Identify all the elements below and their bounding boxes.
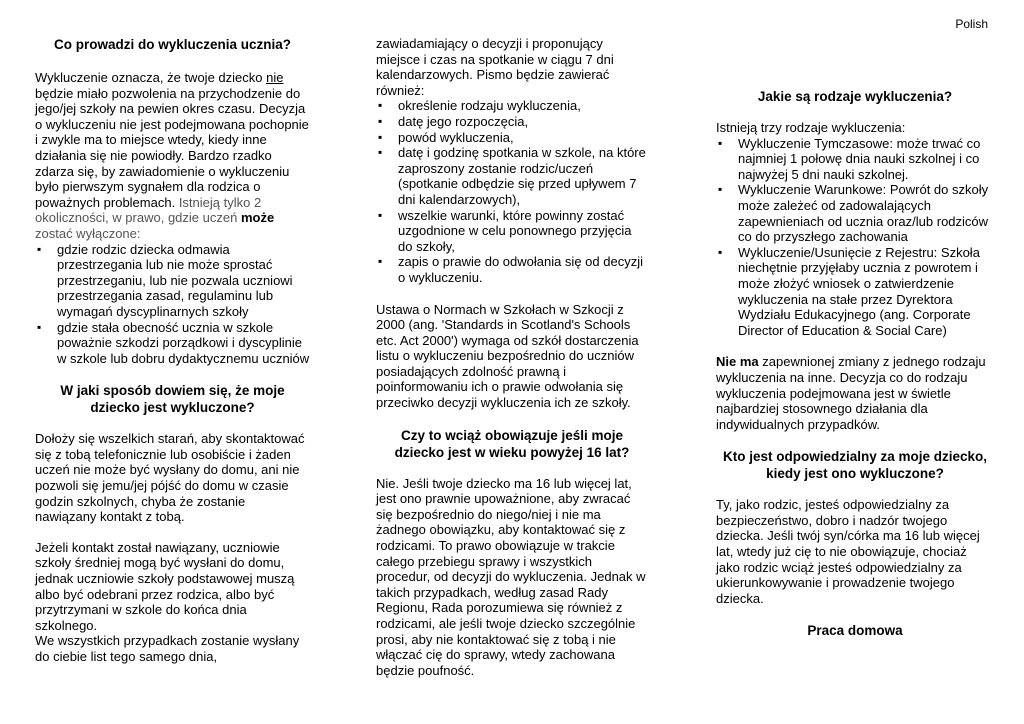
- list-item: ▪ Wykluczenie/Usunięcie z Rejestru: Szkoła niechętnie przyjęłaby ucznia z powrotem i może złożyć wniosek o zatwierdzenie wykluczenia na stałe przez Dyrektora Wydziału Edukacyjnego (ang. Corporate Director of Education & Social Care): [716, 245, 994, 339]
- paragraph-letter-sent: We wszystkich przypadkach zostanie wysłany do ciebie list tego samego dnia,: [35, 633, 300, 664]
- list-item: ▪ gdzie stała obecność ucznia w szkole poważnie szkodzi porządkowi i dyscyplinie w szkole lub dobru dydaktycznemu uczniów: [35, 320, 310, 367]
- list-item: ▪ powód wykluczenia,: [376, 130, 648, 146]
- heading-who-is-responsible: Kto jest odpowiedzialny za moje dziecko, kiedy jest ono wykluczone?: [722, 449, 988, 482]
- list-item: ▪ datę jego rozpoczęcia,: [376, 114, 648, 130]
- exclusion-types-list: [716, 136, 994, 339]
- paragraph-no-change: Nie ma zapewnionej zmiany z jednego rodzaju wykluczenia na inne. Decyzja co do rodzaju wykluczenia podejmowana jest w świetle najbardziej stosownego działania dla indywidualnych przypadków.: [716, 354, 986, 432]
- paragraph-letter-contents: zawiadamiający o decyzji i proponujący miejsce i czas na spotkanie w ciągu 7 dni kalendarzowych. Pismo będzie zawierać również:: [376, 36, 614, 98]
- paragraph-contact-made: Jeżeli kontakt został nawiązany, uczniowie szkoły średniej mogą być wysłani do domu, jednak uczniowie szkoły podstawowej muszą albo być odebrani przez rodzica, albo być przytrzymani w szkole do końca dnia szkolnego.: [35, 539, 295, 633]
- column-3: [716, 88, 994, 639]
- list-item: ▪ zapis o prawie do odwołania się od decyzji o wykluczeniu.: [376, 254, 648, 285]
- circumstances-list: [35, 242, 310, 367]
- list-item: ▪ Wykluczenie Warunkowe: Powrót do szkoły może zależeć od zadowalających zapewnieniach od ucznia oraz/lub rodziców co do przyszłego zachowania: [716, 182, 994, 244]
- paragraph-parent-responsibility: Ty, jako rodzic, jesteś odpowiedzialny za bezpieczeństwo, dobro i nadzór twojego dziecka. Jeśli twój syn/córka ma 16 lub więcej lat, wtedy już cię to nie obowiązuje, chociaż jako rodzic wciąż jesteś odpowiedzialny za ukierunkowywanie i prowadzenie twojego dziecka.: [716, 497, 980, 606]
- column-2: [376, 36, 648, 678]
- heading-types-of-exclusion: Jakie są rodzaje wykluczenia?: [757, 89, 953, 104]
- paragraph-exclusion-meaning: Wykluczenie oznacza, że twoje dziecko nie będzie miało pozwolenia na przychodzenie do jego/jej szkoły na pewien okres czasu. Decyzja o wykluczeniu nie jest podejmowana pochopnie i zwykle ma to miejsce wtedy, kiedy inne działania się nie powiodły. Bardzo rzadko zdarza się, by zawiadomienie o wykluczeniu było pierwszym sygnałem dla rodzica o poważnych problemach. Istnieją tylko 2 okoliczności, w prawo, gdzie uczeń może zostać wyłączone:: [35, 70, 309, 241]
- list-item: ▪ gdzie rodzic dziecka odmawia przestrzegania lub nie może sprostać przestrzeganiu, lub nie pozwala uczniowi przestrzegania zasad, regulaminu lub wymagań dyscyplinarnych szkoły: [35, 242, 310, 320]
- column-1: [35, 36, 310, 665]
- heading-what-leads-to-exclusion: Co prowadzi do wykluczenia ucznia?: [53, 37, 292, 52]
- heading-homework: Praca domowa: [807, 623, 903, 639]
- list-item: ▪ Wykluczenie Tymczasowe: może trwać co najmniej 1 połowę dnia nauki szkolnej i co najwyżej 5 dni nauki szkolnej.: [716, 136, 994, 183]
- paragraph-over-16-answer: Nie. Jeśli twoje dziecko ma 16 lub więcej lat, jest ono prawnie upoważnione, aby zwracać się bezpośrednio do niego/niej i nie ma żadnego obowiązku, aby kontaktować się z rodzicami. To prawo obowiązuje w trakcie całego przebiegu sprawy i wszystkich procedur, od decyzji do wykluczenia. Jednak w takich przypadkach, według zasad Rady Regionu, Rada porozumiewa się również z rodzicami, ale jeśli twoje dziecko szczególnie prosi, aby nie kontaktować się z tobą i nie włączać cię do sprawy, wtedy zachowana będzie poufność.: [376, 475, 646, 678]
- heading-how-will-i-know: W jaki sposób dowiem się, że moje dziecko jest wykluczone?: [60, 383, 285, 416]
- list-item: ▪ wszelkie warunki, które powinny zostać uzgodnione w celu ponownego przyjęcia do szkoły,: [376, 208, 648, 255]
- paragraph-standards-act: Ustawa o Normach w Szkołach w Szkocji z 2000 (ang. 'Standards in Scotland's Schools etc. Act 2000') wymaga od szkół dostarczenia listu o wykluczeniu bezpośrednio do uczniów posiadających zdolność prawną i poinformowaniu ich o prawie odwołania się przeciwko decyzji wykluczenia ich ze szkoły.: [376, 301, 639, 411]
- letter-contents-list: [376, 98, 648, 285]
- paragraph-contact-attempt: Dołoży się wszelkich starań, aby skontaktować się z tobą telefonicznie lub osobiście i żaden uczeń nie może być wysłany do domu, ani nie pozwoli się jemu/jej pójść do domu w czasie godzin szkolnych, chyba że zostanie nawiązany kontakt z tobą.: [35, 431, 305, 525]
- list-item: ▪ określenie rodzaju wykluczenia,: [376, 98, 648, 114]
- language-label: Polish: [955, 17, 988, 31]
- list-item: ▪ datę i godzinę spotkania w szkole, na które zaproszony zostanie rodzic/uczeń (spotkanie odbędzie się przed upływem 7 dni kalendarzowych),: [376, 145, 648, 207]
- paragraph-three-types: Istnieją trzy rodzaje wykluczenia:: [716, 120, 906, 135]
- heading-over-16: Czy to wciąż obowiązuje jeśli moje dziecko jest w wieku powyżej 16 lat?: [394, 427, 630, 460]
